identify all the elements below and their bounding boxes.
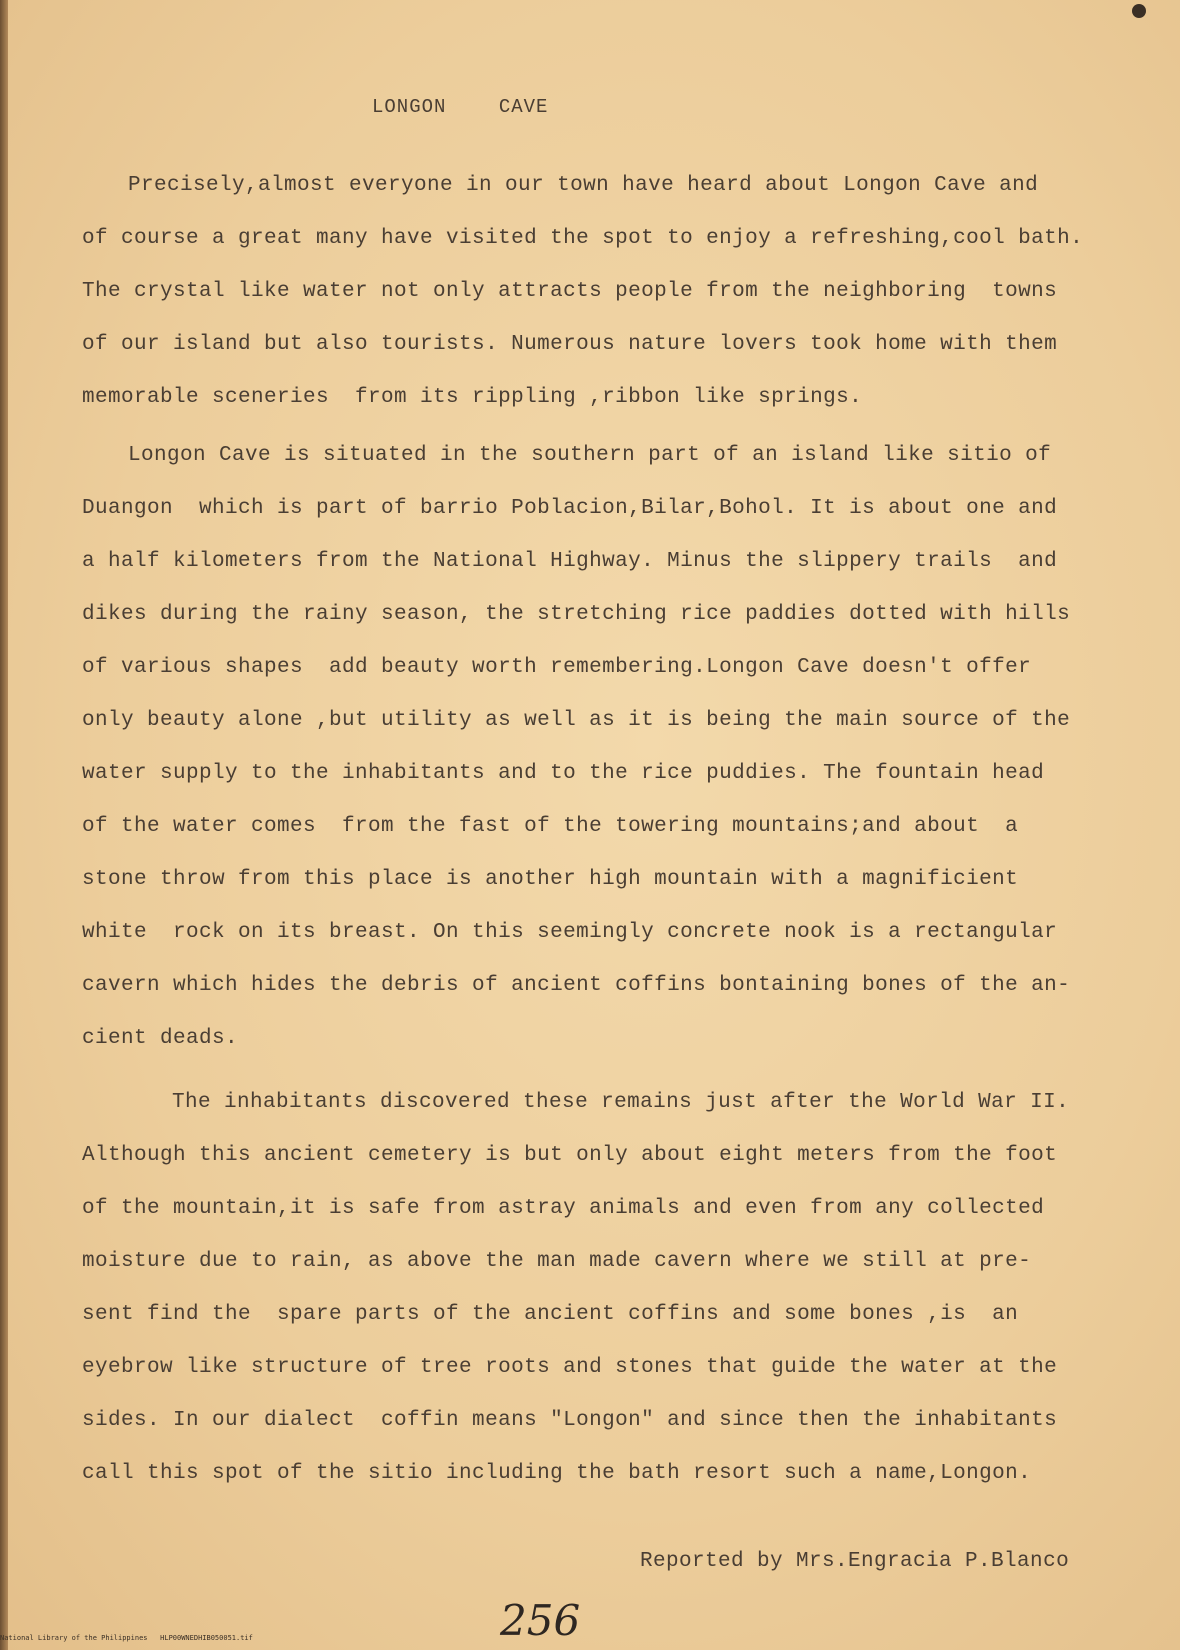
text-line: Precisely,almost everyone in our town have heard about Longon Cave and [128,174,1039,197]
text-line: moisture due to rain, as above the man made cavern where we still at pre- [82,1250,1032,1273]
text-line: Longon Cave is situated in the southern part of an island like sitio of [128,444,1052,467]
text-line: of the water comes from the fast of the towering mountains;and about a [82,815,1019,838]
text-line: cient deads. [82,1027,239,1050]
text-line: The crystal like water not only attracts people from the neighboring towns [82,280,1058,303]
text-line: stone throw from this place is another high mountain with a magnificient [82,868,1019,891]
text-line: a half kilometers from the National Highway. Minus the slippery trails and [82,550,1058,573]
text-line: Although this ancient cemetery is but only about eight meters from the foot [82,1144,1058,1167]
document-title: LONGON CAVE [372,96,549,118]
text-line: cavern which hides the debris of ancient coffins bontaining bones of the an- [82,974,1071,997]
text-line: sides. In our dialect coffin means "Longon" and since then the inhabitants [82,1409,1058,1432]
handwritten-page-number: 256 [500,1596,581,1645]
text-line: memorable sceneries from its rippling ,ribbon like springs. [82,386,863,409]
text-line: The inhabitants discovered these remains just after the World War II. [172,1091,1070,1114]
text-line: of various shapes add beauty worth remembering.Longon Cave doesn't offer [82,656,1032,679]
text-line: of course a great many have visited the spot to enjoy a refreshing,cool bath. [82,227,1084,250]
text-line: sent find the spare parts of the ancient coffins and some bones ,is an [82,1303,1019,1326]
archive-footer-note: National Library of the Philippines HLP00WNEDHIB050051.tif [0,1634,253,1642]
text-line: call this spot of the sitio including the bath resort such a name,Longon. [82,1462,1032,1485]
text-line: eyebrow like structure of tree roots and stones that guide the water at the [82,1356,1058,1379]
text-line: of the mountain,it is safe from astray animals and even from any collected [82,1197,1045,1220]
reporter-signature: Reported by Mrs.Engracia P.Blanco [640,1550,1070,1573]
text-line: of our island but also tourists. Numerous nature lovers took home with them [82,333,1058,356]
text-line: water supply to the inhabitants and to the rice puddies. The fountain head [82,762,1045,785]
text-line: Duangon which is part of barrio Poblacion,Bilar,Bohol. It is about one and [82,497,1058,520]
text-line: white rock on its breast. On this seemingly concrete nook is a rectangular [82,921,1058,944]
text-line: dikes during the rainy season, the stretching rice paddies dotted with hills [82,603,1071,626]
text-line: only beauty alone ,but utility as well as it is being the main source of the [82,709,1071,732]
